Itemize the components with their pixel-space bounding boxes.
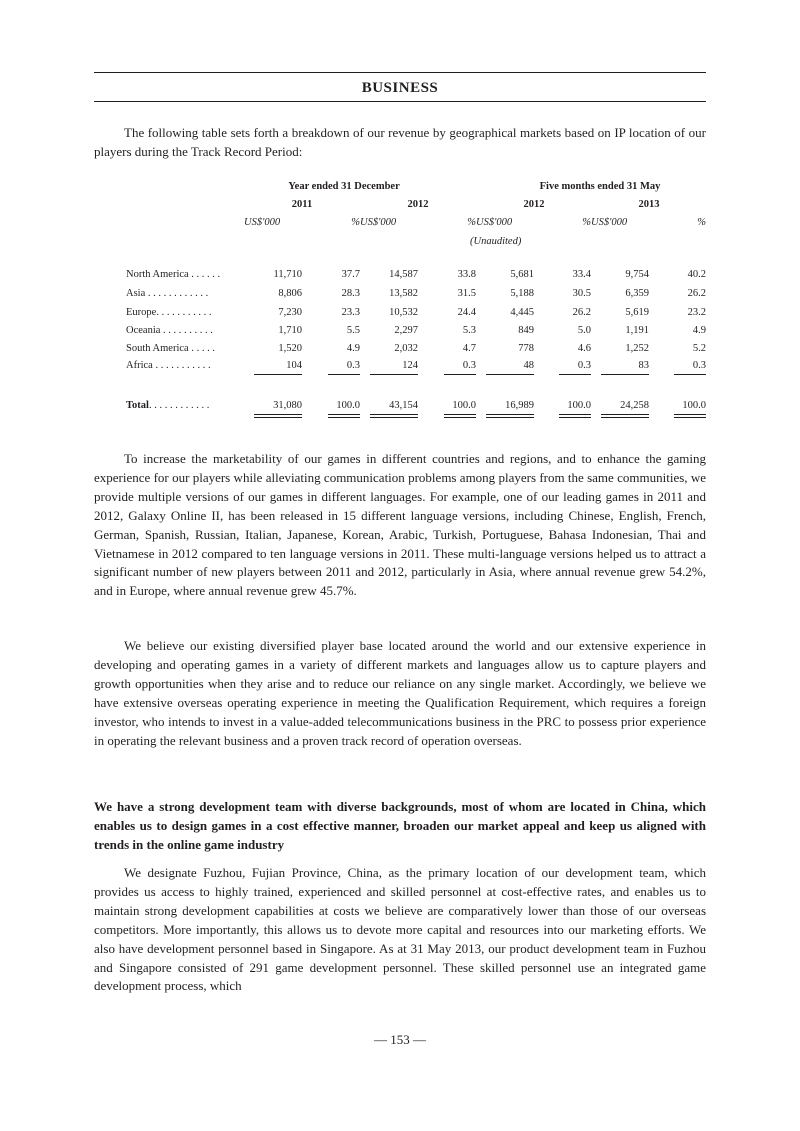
table-cell: 37.7 [341,269,360,280]
subheading-development-team: We have a strong development team with diverse backgrounds, most of whom are located in China, which enables us to design games in a cost effective manner, broaden our market appeal and keep us aligned with trends in the online game industry [94,799,706,852]
total-rule-top [601,414,649,415]
table-cell: 5.5 [346,325,360,336]
table-cell: 1,710 [278,325,302,336]
table-cell: 7,230 [278,307,302,318]
table-cell: 5,188 [510,288,534,299]
total-rule-top [444,414,476,415]
table-cell: 0.3 [346,360,360,371]
unit-header-usd: US$'000 [360,217,397,228]
total-cell: 43,154 [389,400,418,411]
table-cell: 14,587 [389,269,418,280]
table-cell: 33.8 [457,269,476,280]
table-cell: 2,297 [394,325,418,336]
table-cell: 5.2 [692,343,706,354]
table-cell: 23.2 [687,307,706,318]
table-cell: 48 [523,360,534,371]
total-cell: 100.0 [567,400,591,411]
total-cell: 100.0 [336,400,360,411]
row-label: North America . . . . . . [126,269,221,280]
unit-header-usd: US$'000 [244,217,281,228]
unit-header-percent: % [697,217,706,228]
table-cell: 6,359 [625,288,649,299]
row-label: Europe. . . . . . . . . . . [126,307,212,318]
table-cell: 104 [286,360,302,371]
subtotal-rule [444,374,476,375]
unaudited-label: (Unaudited) [470,236,522,247]
row-label: Asia . . . . . . . . . . . . [126,288,209,299]
total-label: Total [126,400,149,411]
paragraph-languages: To increase the marketability of our games in different countries and regions, and to enhance the gaming experience for our players while alleviating communication problems among players from the same communities, we provide multiple versions of our games in different languages. For example, one of our leading games in 2011 and 2012, Galaxy Online II, has been released in 15 different language versions, including Chinese, English, French, German, Spanish, Russian, Italian, Japanese, Korean, Arabic, Turkish, Portuguese, Bahasa Indonesian, Thai and Vietnamese in 2012 compared to ten language versions in 2011. These multi-language versions helped us to attract a significant number of new players between 2011 and 2012, particularly in Asia, where annual revenue grew 54.2%, and in Europe, where annual revenue grew 45.7%. [94,451,706,599]
table-cell: 13,582 [389,288,418,299]
table-cell: 8,806 [278,288,302,299]
total-cell: 16,989 [505,400,534,411]
unit-header-percent: % [582,217,591,228]
year-header: 2012 [523,199,545,210]
table-cell: 26.2 [687,288,706,299]
subtotal-rule [601,374,649,375]
table-cell: 40.2 [687,269,706,280]
table-cell: 30.5 [572,288,591,299]
total-rule-top [486,414,534,415]
row-label: Africa . . . . . . . . . . . [126,360,211,371]
total-rule-bottom [674,417,706,418]
total-rule-top [674,414,706,415]
unit-header-usd: US$'000 [476,217,513,228]
table-cell: 31.5 [457,288,476,299]
group-header-year-ended: Year ended 31 December [288,181,400,192]
table-cell: 1,252 [625,343,649,354]
total-cell: 100.0 [682,400,706,411]
table-cell: 5.3 [462,325,476,336]
unit-header-usd: US$'000 [591,217,628,228]
subtotal-rule [674,374,706,375]
total-cell: 100.0 [452,400,476,411]
unit-header-percent: % [467,217,476,228]
row-label: South America . . . . . [126,343,215,354]
unit-header-percent: % [351,217,360,228]
table-cell: 849 [518,325,534,336]
table-cell: 4.6 [577,343,591,354]
intro-paragraph: The following table sets forth a breakdown of our revenue by geographical markets based on IP location of our players during the Track Record Period: [94,125,706,159]
table-cell: 124 [402,360,418,371]
table-cell: 11,710 [273,269,302,280]
table-cell: 5,681 [510,269,534,280]
section-title: BUSINESS [361,80,439,96]
table-cell: 1,520 [278,343,302,354]
table-cell: 9,754 [625,269,649,280]
group-header-five-months: Five months ended 31 May [539,181,661,192]
table-cell: 23.3 [341,307,360,318]
table-cell: 26.2 [572,307,591,318]
table-cell: 4,445 [510,307,534,318]
table-cell: 4.9 [346,343,360,354]
year-header: 2011 [291,199,313,210]
table-cell: 10,532 [389,307,418,318]
subtotal-rule [370,374,418,375]
table-cell: 778 [518,343,534,354]
year-header: 2013 [638,199,660,210]
total-rule-bottom [254,417,302,418]
table-cell: 5,619 [625,307,649,318]
row-label: Oceania . . . . . . . . . . [126,325,213,336]
total-rule-bottom [370,417,418,418]
table-cell: 4.9 [692,325,706,336]
table-cell: 0.3 [692,360,706,371]
paragraph-player-base: We believe our existing diversified player base located around the world and our extensive experience in developing and operating games in a variety of different markets and languages allow us to capture players and growth opportunities when they arise and to reduce our reliance on any single market. Accordingly, we believe we have extensive overseas operating experience in meeting the Qualification Requirement, which requires a foreign investor, who intends to invest in a value-added telecommunications business in the PRC to possess prior experience in operating the relevant business and a proven track record of operation overseas. [94,638,706,748]
subtotal-rule [328,374,360,375]
year-header: 2012 [407,199,429,210]
table-cell: 28.3 [341,288,360,299]
paragraph-fuzhou: We designate Fuzhou, Fujian Province, China, as the primary location of our development team, which provides us access to highly trained, experienced and skilled personnel at cost-effective rates, and enables us to maintain strong development capabilities at costs we believe are comparatively lower than those of our overseas competitors. More importantly, this allows us to devote more capital and resources into our marketing efforts. We also have development personnel based in Singapore. As at 31 May 2013, our product development team in Fuzhou and Singapore consisted of 291 game development personnel. These skilled personnel use an integrated game development process, which [94,865,706,994]
table-cell: 2,032 [394,343,418,354]
table-cell: 4.7 [462,343,476,354]
total-rule-top [254,414,302,415]
total-cell: 31,080 [273,400,302,411]
table-cell: 0.3 [577,360,591,371]
total-row-label [126,400,256,411]
table-cell: 33.4 [572,269,591,280]
total-rule-bottom [486,417,534,418]
table-cell: 83 [638,360,649,371]
total-cell: 24,258 [620,400,649,411]
total-rule-bottom [444,417,476,418]
table-cell: 1,191 [625,325,649,336]
total-rule-bottom [559,417,591,418]
subtotal-rule [486,374,534,375]
total-rule-bottom [328,417,360,418]
total-rule-bottom [601,417,649,418]
table-cell: 0.3 [462,360,476,371]
total-rule-top [559,414,591,415]
subtotal-rule [254,374,302,375]
total-dots: . . . . . . . . . . . . [148,400,210,411]
table-cell: 24.4 [457,307,476,318]
table-cell: 5.0 [577,325,591,336]
total-rule-top [328,414,360,415]
total-rule-top [370,414,418,415]
page-number: — 153 — [374,1032,426,1047]
subtotal-rule [559,374,591,375]
